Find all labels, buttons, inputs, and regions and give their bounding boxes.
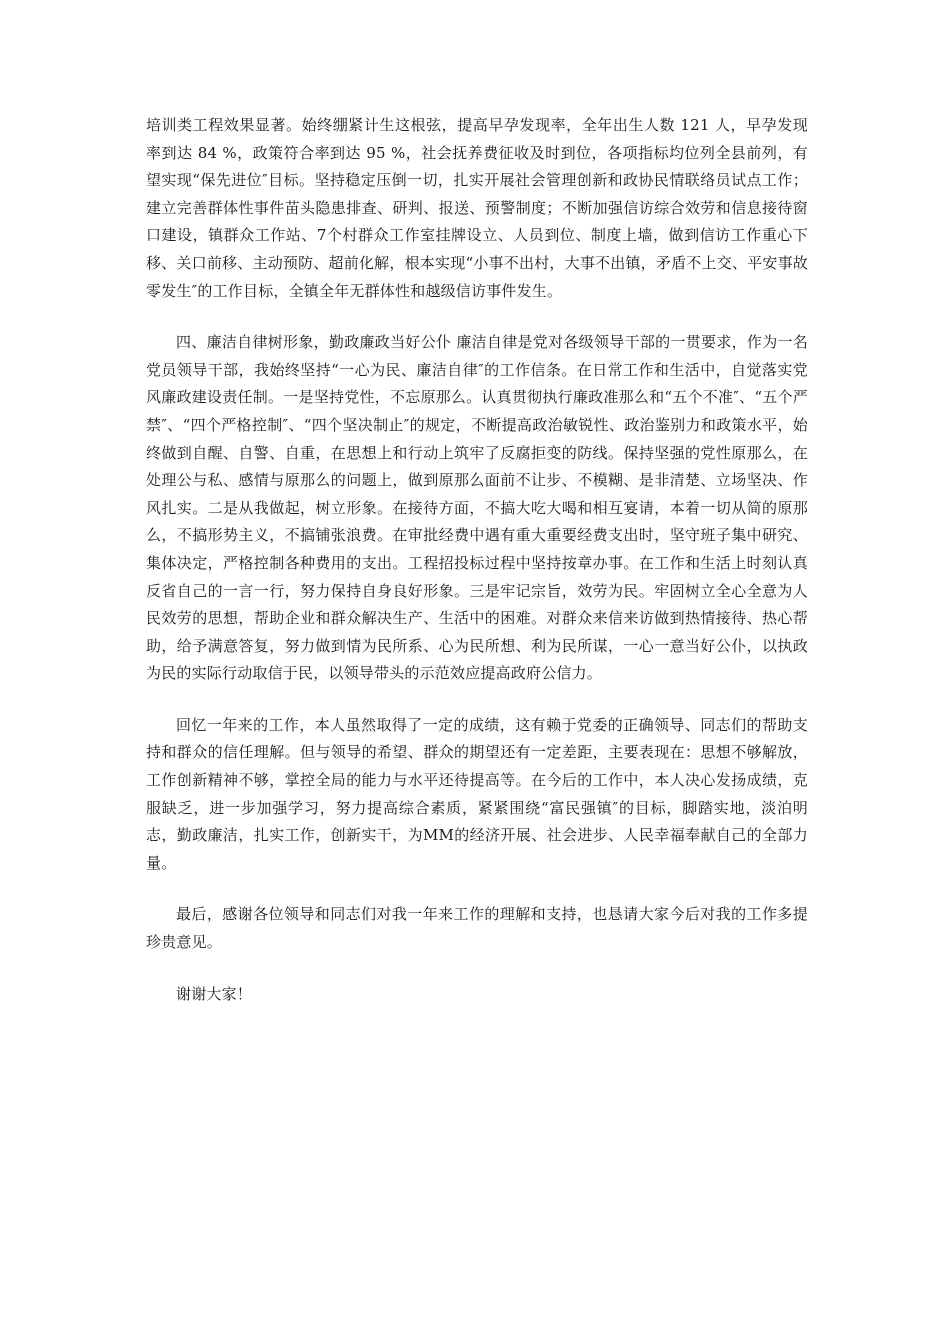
- paragraph-thanks: 最后，感谢各位领导和同志们对我一年来工作的理解和支持，也恳请大家今后对我的工作多提珍贵意见。: [146, 905, 808, 952]
- paragraph-integrity-self-discipline: 四、廉洁自律树形象，勤政廉政当好公仆 廉洁自律是党对各级领导干部的一贯要求，作为一名党员领导干部，我始终坚持“一心为民、廉洁自律″的工作信条。在日常工作和生活中，自觉落实党风廉政建设责任制。一是坚持党性，不忘原那么。认真贯彻执行廉政准那么和“五个不准″、“五个严禁″、“四个严格控制″、“四个坚决制止″的规定，不断提高政治敏锐性、政治鉴别力和政策水平，始终做到自醒、自警、自重，在思想上和行动上筑牢了反腐拒变的防线。保持坚强的党性原那么，在处理公与私、感情与原那么的问题上，做到原那么面前不让步、不模糊、是非清楚、立场坚决、作风扎实。二是从我做起，树立形象。在接待方面，不搞大吃大喝和相互宴请，本着一切从简的原那么，不搞形势主义，不搞铺张浪费。在审批经费中遇有重大重要经费支出时，坚守班子集中研究、集体决定，严格控制各种费用的支出。工程招投标过程中坚持按章办事。在工作和生活上时刻认真反省自己的一言一行，努力保持自身良好形象。三是牢记宗旨，效劳为民。牢固树立全心全意为人民效劳的思想，帮助企业和群众解决生产、生活中的困难。对群众来信来访做到热情接待、热心帮助，给予满意答复，努力做到情为民所系、心为民所想、利为民所谋，一心一意当好公仆，以执政为民的实际行动取信于民，以领导带头的示范效应提高政府公信力。: [146, 333, 808, 683]
- paragraph-year-review: 回忆一年来的工作，本人虽然取得了一定的成绩，这有赖于党委的正确领导、同志们的帮助支持和群众的信任理解。但与领导的希望、群众的期望还有一定差距，主要表现在：思想不够解放，工作创新精神不够，掌控全局的能力与水平还待提高等。在今后的工作中，本人决心发扬成绩，克服缺乏，进一步加强学习，努力提高综合素质，紧紧围绕“富民强镇″的目标，脚踏实地，淡泊明志，勤政廉洁，扎实工作，创新实干，为MM的经济开展、社会进步、人民幸福奉献自己的全部力量。: [146, 715, 808, 872]
- paragraph-family-planning-stability: 培训类工程效果显著。始终绷紧计生这根弦，提高早孕发现率，全年出生人数 121 人，早孕发现率到达 84 %，政策符合率到达 95 %，社会抚养费征收及时到位，各项指标均位列全县前列，有望实现“保先进位″目标。坚持稳定压倒一切，扎实开展社会管理创新和政协民情联络员试点工作；建立完善群体性事件苗头隐患排查、研判、报送、预警制度；不断加强信访综合效劳和信息接待窗口建设，镇群众工作站、7个村群众工作室挂牌设立、人员到位、制度上墙，做到信访工作重心下移、关口前移、主动预防、超前化解，根本实现“小事不出村，大事不出镇，矛盾不上交、平安事故零发生″的工作目标，全镇全年无群体性和越级信访事件发生。: [146, 116, 808, 300]
- paragraph-closing: 谢谢大家！: [176, 984, 253, 1003]
- document-body: [146, 112, 808, 1032]
